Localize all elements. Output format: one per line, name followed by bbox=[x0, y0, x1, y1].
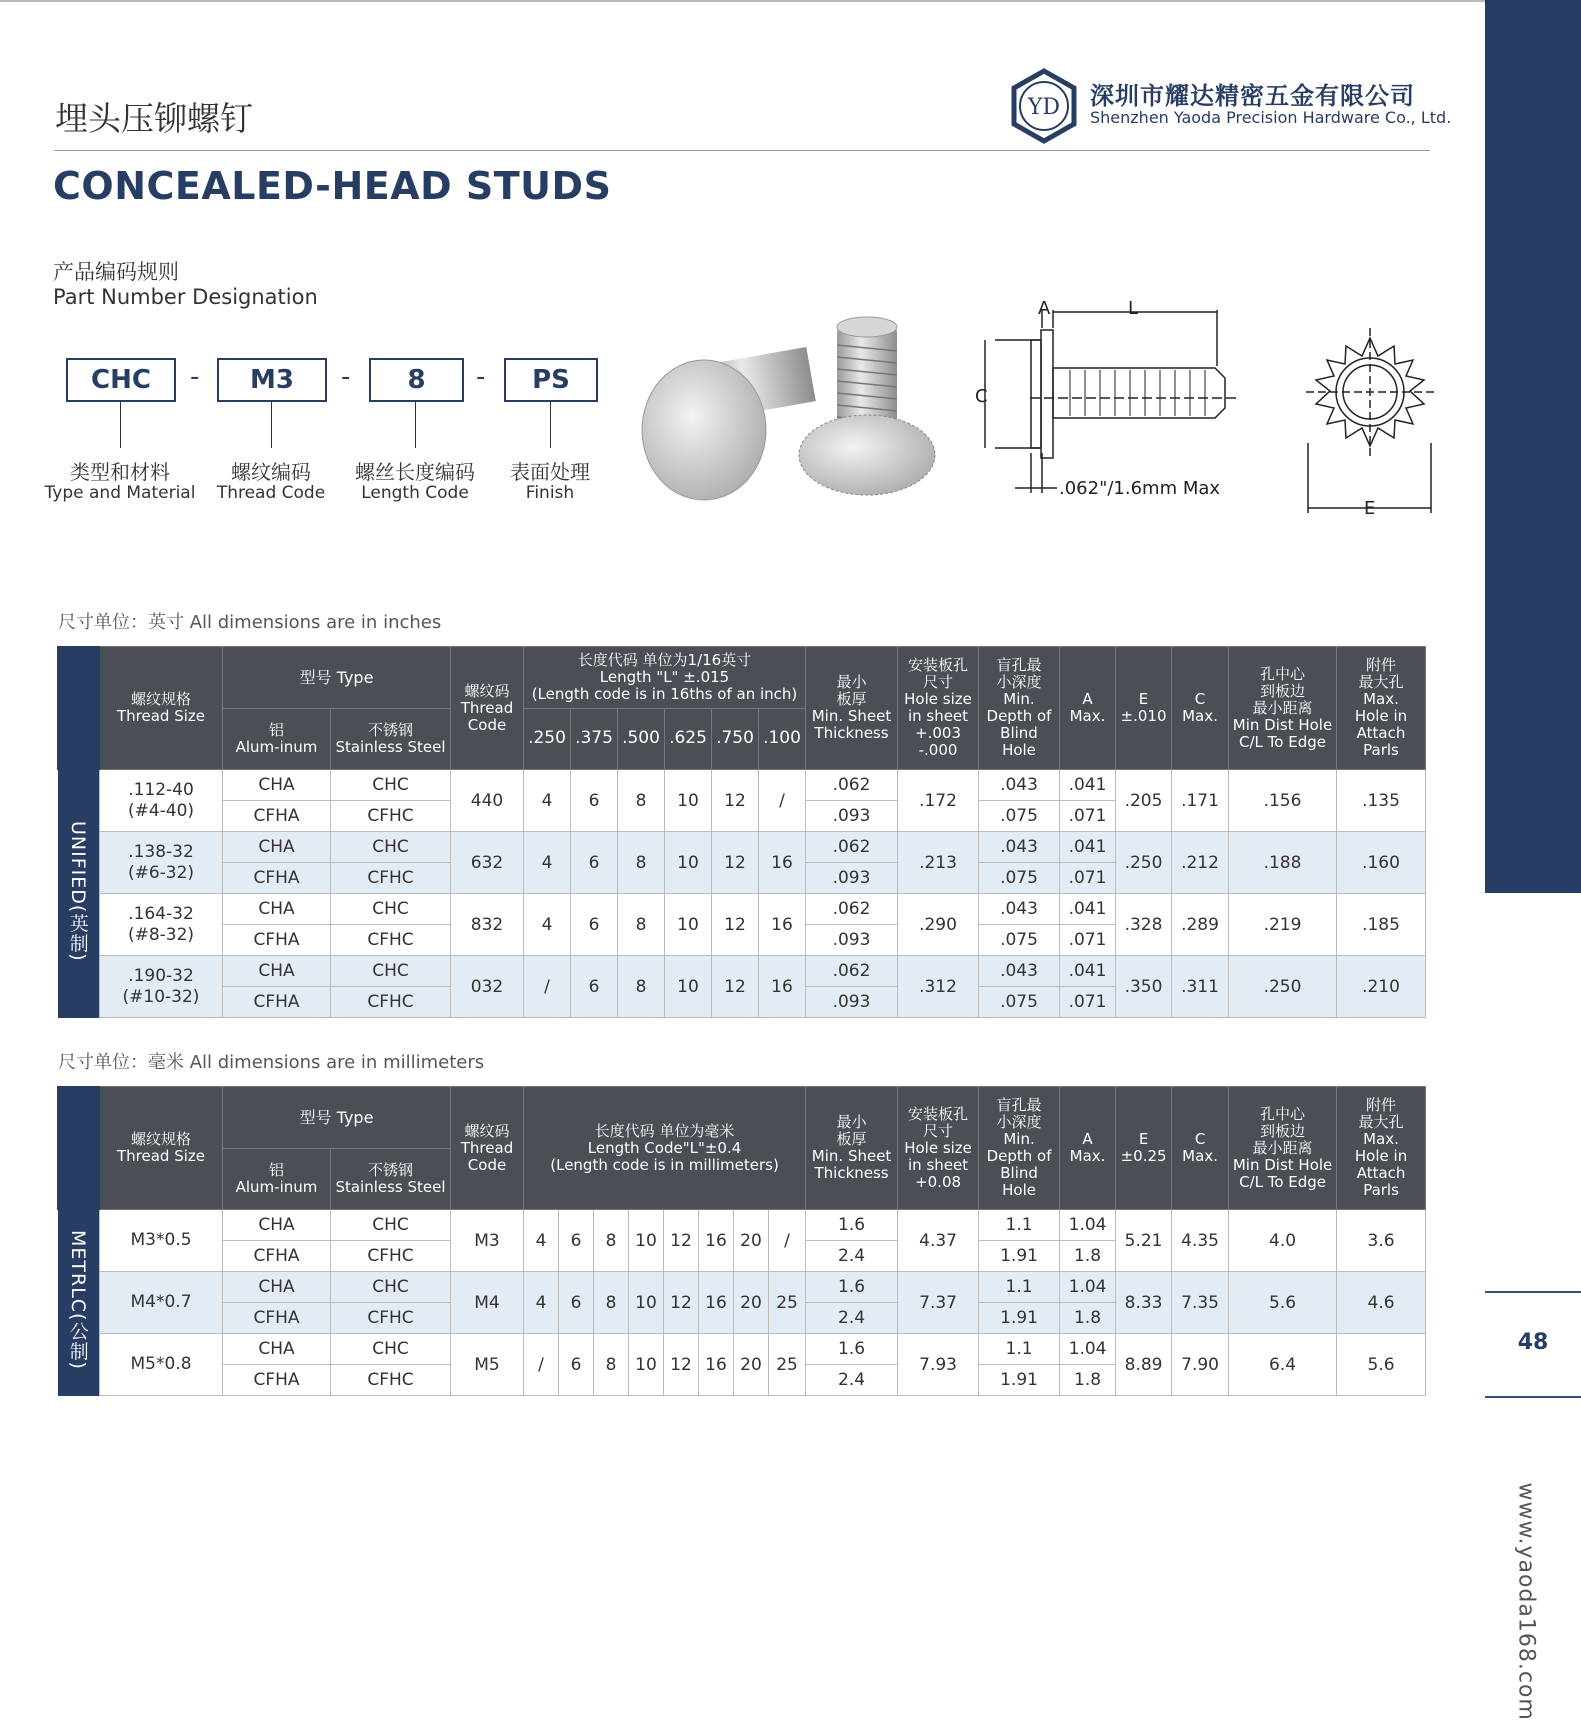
cell-min-sheet: .062 bbox=[806, 894, 898, 925]
cell-stainless: CFHC bbox=[331, 863, 451, 894]
header-min-dist: 孔中心 到板边 最小距离 Min Dist Hole C/L To Edge bbox=[1229, 1087, 1337, 1210]
header-min-dist: 孔中心 到板边 最小距离 Min Dist Hole C/L To Edge bbox=[1229, 647, 1337, 770]
sidebar-divider bbox=[1485, 1291, 1581, 1293]
cell-length: 6 bbox=[559, 1272, 594, 1334]
cell-alum: CFHA bbox=[223, 801, 331, 832]
cell-hole-size: .172 bbox=[898, 770, 979, 832]
cell-min-dist: .250 bbox=[1229, 956, 1337, 1018]
dim-c-label: C bbox=[975, 386, 988, 407]
header-thread-code: 螺纹码 Thread Code bbox=[451, 1087, 524, 1210]
header-length-code: 长度代码 单位为毫米 Length Code"L"±0.4 (Length code is in millimeters) bbox=[524, 1087, 806, 1210]
cell-alum: CFHA bbox=[223, 925, 331, 956]
cell-thread-code: 440 bbox=[451, 770, 524, 832]
cell-length: 25 bbox=[769, 1334, 806, 1396]
cell-a-max: .041 bbox=[1060, 894, 1116, 925]
cell-min-sheet: 1.6 bbox=[806, 1272, 898, 1303]
dim-l-label: L bbox=[1128, 298, 1139, 319]
cell-stainless: CFHC bbox=[331, 1241, 451, 1272]
cell-stainless: CFHC bbox=[331, 1365, 451, 1396]
cell-thread-size: .164-32 (#8-32) bbox=[100, 894, 223, 956]
cell-min-sheet: 1.6 bbox=[806, 1210, 898, 1241]
code-caption-cn: 螺纹编码 bbox=[231, 460, 311, 484]
cell-e: .250 bbox=[1116, 832, 1172, 894]
cell-min-sheet: 2.4 bbox=[806, 1365, 898, 1396]
cell-alum: CFHA bbox=[223, 1365, 331, 1396]
company-name-en: Shenzhen Yaoda Precision Hardware Co., Ltd. bbox=[1090, 108, 1452, 127]
cell-a-max: .071 bbox=[1060, 801, 1116, 832]
table-row bbox=[58, 832, 1426, 863]
cell-stainless: CHC bbox=[331, 1272, 451, 1303]
header-length-value: .625 bbox=[665, 708, 712, 770]
cell-blind-depth: 1.91 bbox=[979, 1303, 1060, 1334]
unit-label-inches: 尺寸单位：英寸 All dimensions are in inches bbox=[58, 612, 442, 633]
code-separator: - bbox=[341, 362, 351, 392]
cell-length: 10 bbox=[665, 832, 712, 894]
cell-alum: CFHA bbox=[223, 987, 331, 1018]
code-leader-line bbox=[120, 402, 121, 448]
header-length-value: .250 bbox=[524, 708, 571, 770]
header-divider bbox=[54, 150, 1430, 151]
cell-attach-hole: .160 bbox=[1337, 832, 1426, 894]
cell-stainless: CFHC bbox=[331, 925, 451, 956]
cell-min-sheet: .062 bbox=[806, 956, 898, 987]
cell-hole-size: 7.93 bbox=[898, 1334, 979, 1396]
cell-alum: CHA bbox=[223, 1334, 331, 1365]
unit-label-millimeters: 尺寸单位：毫米 All dimensions are in millimeters bbox=[58, 1052, 485, 1073]
cell-length: 16 bbox=[759, 894, 806, 956]
table-row bbox=[58, 956, 1426, 987]
cell-thread-size: .138-32 (#6-32) bbox=[100, 832, 223, 894]
sidebar-divider bbox=[1485, 1396, 1581, 1398]
cell-alum: CFHA bbox=[223, 1303, 331, 1334]
dim-a-label: A bbox=[1038, 298, 1051, 319]
cell-length: 4 bbox=[524, 894, 571, 956]
table-side-label-cell bbox=[58, 1210, 100, 1396]
cell-blind-depth: 1.91 bbox=[979, 1241, 1060, 1272]
page-title-cn: 埋头压铆螺钉 bbox=[55, 99, 253, 138]
cell-a-max: 1.8 bbox=[1060, 1241, 1116, 1272]
header-blind-depth: 盲孔最 小深度 Min. Depth of Blind Hole bbox=[979, 647, 1060, 770]
cell-length: 12 bbox=[712, 770, 759, 832]
cell-length: 16 bbox=[699, 1210, 734, 1272]
header-min-sheet: 最小 板厚 Min. Sheet Thickness bbox=[806, 647, 898, 770]
code-caption-cn: 螺丝长度编码 bbox=[355, 460, 475, 484]
cell-min-sheet: .093 bbox=[806, 925, 898, 956]
cell-e: .328 bbox=[1116, 894, 1172, 956]
cell-thread-size: .190-32 (#10-32) bbox=[100, 956, 223, 1018]
website-url[interactable]: www.yaoda168.com bbox=[1513, 1482, 1539, 1721]
cell-hole-size: 7.37 bbox=[898, 1272, 979, 1334]
header-min-sheet: 最小 板厚 Min. Sheet Thickness bbox=[806, 1087, 898, 1210]
cell-min-sheet: .093 bbox=[806, 801, 898, 832]
cell-length: 8 bbox=[594, 1334, 629, 1396]
cell-alum: CHA bbox=[223, 956, 331, 987]
table-row bbox=[58, 1210, 1426, 1241]
code-caption-en: Finish bbox=[525, 483, 575, 503]
cell-c-max: .289 bbox=[1172, 894, 1229, 956]
header-c-max: C Max. bbox=[1172, 1087, 1229, 1210]
cell-length: 10 bbox=[629, 1334, 664, 1396]
table-side-label-cell bbox=[58, 770, 100, 1018]
cell-stainless: CFHC bbox=[331, 801, 451, 832]
cell-min-dist: 6.4 bbox=[1229, 1334, 1337, 1396]
cell-alum: CFHA bbox=[223, 1241, 331, 1272]
company-name-cn: 深圳市耀达精密五金有限公司 bbox=[1090, 82, 1415, 110]
cell-blind-depth: .043 bbox=[979, 956, 1060, 987]
cell-length: 8 bbox=[618, 832, 665, 894]
table-side-label: METRLC(公制) bbox=[66, 1230, 89, 1371]
cell-stainless: CHC bbox=[331, 956, 451, 987]
cell-e: 8.33 bbox=[1116, 1272, 1172, 1334]
header-c-max: C Max. bbox=[1172, 647, 1229, 770]
page-number: 48 bbox=[1517, 1330, 1549, 1355]
cell-c-max: 7.90 bbox=[1172, 1334, 1229, 1396]
header-length-value: .500 bbox=[618, 708, 665, 770]
cell-length: 6 bbox=[571, 770, 618, 832]
cell-length: / bbox=[524, 956, 571, 1018]
cell-min-sheet: 1.6 bbox=[806, 1334, 898, 1365]
logo-text: YD bbox=[1027, 95, 1061, 120]
cell-length: / bbox=[524, 1334, 559, 1396]
cell-length: 6 bbox=[571, 832, 618, 894]
table-header-row bbox=[58, 647, 1426, 709]
cell-attach-hole: .185 bbox=[1337, 894, 1426, 956]
cell-length: / bbox=[759, 770, 806, 832]
header-length-value: .375 bbox=[571, 708, 618, 770]
cell-hole-size: .290 bbox=[898, 894, 979, 956]
cell-min-sheet: .062 bbox=[806, 770, 898, 801]
spec-table-metric bbox=[57, 1086, 1426, 1396]
code-box-length: 8 bbox=[369, 358, 464, 402]
cell-thread-code: M5 bbox=[451, 1334, 524, 1396]
cell-a-max: 1.04 bbox=[1060, 1210, 1116, 1241]
cell-length: 16 bbox=[759, 956, 806, 1018]
code-caption-en: Length Code bbox=[361, 483, 469, 503]
cell-alum: CHA bbox=[223, 1272, 331, 1303]
code-leader-line bbox=[550, 402, 551, 448]
cell-thread-size: M3*0.5 bbox=[100, 1210, 223, 1272]
cell-min-dist: .188 bbox=[1229, 832, 1337, 894]
code-caption-en: Type and Material bbox=[44, 483, 196, 503]
header-thread-size: 螺纹规格 Thread Size bbox=[100, 647, 223, 770]
cell-length: 4 bbox=[524, 832, 571, 894]
header-type: 型号 Type bbox=[223, 1087, 451, 1149]
header-hole-size: 安装板孔 尺寸 Hole size in sheet +0.08 bbox=[898, 1087, 979, 1210]
code-leader-line bbox=[271, 402, 272, 448]
table-row bbox=[58, 1334, 1426, 1365]
cell-alum: CHA bbox=[223, 1210, 331, 1241]
cell-e: 8.89 bbox=[1116, 1334, 1172, 1396]
cell-length: 12 bbox=[712, 956, 759, 1018]
cell-length: 8 bbox=[594, 1210, 629, 1272]
cell-length: 4 bbox=[524, 1272, 559, 1334]
header-a-max: A Max. bbox=[1060, 1087, 1116, 1210]
header-a-max: A Max. bbox=[1060, 647, 1116, 770]
cell-a-max: .041 bbox=[1060, 956, 1116, 987]
code-caption-cn: 类型和材料 bbox=[70, 460, 170, 484]
cell-a-max: .071 bbox=[1060, 863, 1116, 894]
cell-e: .205 bbox=[1116, 770, 1172, 832]
cell-hole-size: .312 bbox=[898, 956, 979, 1018]
code-leader-line bbox=[415, 402, 416, 448]
company-logo-icon bbox=[1006, 68, 1082, 144]
cell-length: 4 bbox=[524, 770, 571, 832]
cell-stainless: CHC bbox=[331, 832, 451, 863]
page-title-en: CONCEALED-HEAD STUDS bbox=[53, 164, 612, 208]
cell-length: 20 bbox=[734, 1272, 769, 1334]
cell-alum: CHA bbox=[223, 770, 331, 801]
cell-e: .350 bbox=[1116, 956, 1172, 1018]
table-row bbox=[58, 1272, 1426, 1303]
code-box-thread: M3 bbox=[217, 358, 327, 402]
code-box-type: CHC bbox=[66, 358, 176, 402]
dim-e-label: E bbox=[1364, 498, 1376, 518]
cell-length: 6 bbox=[571, 894, 618, 956]
cell-blind-depth: .043 bbox=[979, 770, 1060, 801]
header-e: E ±.010 bbox=[1116, 647, 1172, 770]
cell-thread-size: M5*0.8 bbox=[100, 1334, 223, 1396]
cell-blind-depth: 1.1 bbox=[979, 1210, 1060, 1241]
cell-blind-depth: .075 bbox=[979, 987, 1060, 1018]
header-length-code: 长度代码 单位为1/16英寸 Length "L" ±.015 (Length code is in 16ths of an inch) bbox=[524, 647, 806, 709]
header-attach-hole: 附件 最大孔 Max. Hole in Attach Parls bbox=[1337, 647, 1426, 770]
cell-a-max: 1.04 bbox=[1060, 1272, 1116, 1303]
cell-attach-hole: 3.6 bbox=[1337, 1210, 1426, 1272]
table-side-label: UNIFIED(英制) bbox=[66, 820, 89, 962]
table-row bbox=[58, 770, 1426, 801]
cell-a-max: 1.8 bbox=[1060, 1365, 1116, 1396]
cell-stainless: CHC bbox=[331, 1210, 451, 1241]
cell-c-max: .311 bbox=[1172, 956, 1229, 1018]
cell-min-dist: .156 bbox=[1229, 770, 1337, 832]
header-alum: 铝 Alum-inum bbox=[223, 708, 331, 770]
cell-stainless: CHC bbox=[331, 770, 451, 801]
cell-min-sheet: .062 bbox=[806, 832, 898, 863]
header-type: 型号 Type bbox=[223, 647, 451, 709]
cell-length: 6 bbox=[571, 956, 618, 1018]
cell-thread-code: 632 bbox=[451, 832, 524, 894]
cell-c-max: 4.35 bbox=[1172, 1210, 1229, 1272]
thickness-label: .062"/1.6mm Max bbox=[1059, 478, 1221, 498]
cell-length: 10 bbox=[665, 956, 712, 1018]
part-number-title-en: Part Number Designation bbox=[53, 285, 318, 309]
cell-blind-depth: .075 bbox=[979, 863, 1060, 894]
cell-stainless: CFHC bbox=[331, 987, 451, 1018]
cell-a-max: .041 bbox=[1060, 832, 1116, 863]
cell-length: 16 bbox=[699, 1272, 734, 1334]
table-row bbox=[58, 894, 1426, 925]
cell-a-max: 1.04 bbox=[1060, 1334, 1116, 1365]
cell-length: / bbox=[769, 1210, 806, 1272]
header-alum: 铝 Alum-inum bbox=[223, 1148, 331, 1210]
code-caption-en: Thread Code bbox=[216, 483, 326, 503]
cell-length: 12 bbox=[664, 1210, 699, 1272]
header-hole-size: 安装板孔 尺寸 Hole size in sheet +.003 -.000 bbox=[898, 647, 979, 770]
cell-blind-depth: .043 bbox=[979, 894, 1060, 925]
cell-a-max: .071 bbox=[1060, 987, 1116, 1018]
cell-blind-depth: .075 bbox=[979, 801, 1060, 832]
table-side-header bbox=[58, 1087, 100, 1210]
cell-blind-depth: 1.1 bbox=[979, 1334, 1060, 1365]
cell-hole-size: .213 bbox=[898, 832, 979, 894]
cell-c-max: 7.35 bbox=[1172, 1272, 1229, 1334]
cell-length: 4 bbox=[524, 1210, 559, 1272]
cell-length: 8 bbox=[618, 770, 665, 832]
cell-stainless: CHC bbox=[331, 894, 451, 925]
code-box-finish: PS bbox=[504, 358, 598, 402]
cell-attach-hole: .210 bbox=[1337, 956, 1426, 1018]
side-view-drawing bbox=[975, 298, 1275, 498]
cell-alum: CFHA bbox=[223, 863, 331, 894]
cell-length: 16 bbox=[759, 832, 806, 894]
cell-length: 10 bbox=[665, 894, 712, 956]
product-photo bbox=[632, 305, 942, 505]
table-side-header bbox=[58, 647, 100, 770]
part-number-title-cn: 产品编码规则 bbox=[53, 260, 179, 284]
cell-min-sheet: 2.4 bbox=[806, 1303, 898, 1334]
code-caption-cn: 表面处理 bbox=[510, 460, 590, 484]
cell-length: 6 bbox=[559, 1210, 594, 1272]
cell-hole-size: 4.37 bbox=[898, 1210, 979, 1272]
cell-attach-hole: 4.6 bbox=[1337, 1272, 1426, 1334]
cell-blind-depth: 1.91 bbox=[979, 1365, 1060, 1396]
end-view-drawing bbox=[1300, 318, 1440, 518]
header-thread-code: 螺纹码 Thread Code bbox=[451, 647, 524, 770]
header-length-value: .100 bbox=[759, 708, 806, 770]
cell-min-dist: 4.0 bbox=[1229, 1210, 1337, 1272]
cell-thread-size: M4*0.7 bbox=[100, 1272, 223, 1334]
cell-length: 12 bbox=[664, 1334, 699, 1396]
cell-thread-code: M4 bbox=[451, 1272, 524, 1334]
cell-length: 12 bbox=[712, 832, 759, 894]
cell-length: 12 bbox=[664, 1272, 699, 1334]
spec-table-unified bbox=[57, 646, 1426, 1018]
cell-min-sheet: .093 bbox=[806, 987, 898, 1018]
cell-e: 5.21 bbox=[1116, 1210, 1172, 1272]
cell-stainless: CHC bbox=[331, 1334, 451, 1365]
header-blind-depth: 盲孔最 小深度 Min. Depth of Blind Hole bbox=[979, 1087, 1060, 1210]
cell-stainless: CFHC bbox=[331, 1303, 451, 1334]
cell-min-sheet: 2.4 bbox=[806, 1241, 898, 1272]
cell-length: 16 bbox=[699, 1334, 734, 1396]
header-stainless: 不锈钢 Stainless Steel bbox=[331, 708, 451, 770]
cell-thread-code: M3 bbox=[451, 1210, 524, 1272]
cell-length: 20 bbox=[734, 1210, 769, 1272]
header-stainless: 不锈钢 Stainless Steel bbox=[331, 1148, 451, 1210]
cell-alum: CHA bbox=[223, 832, 331, 863]
cell-length: 12 bbox=[712, 894, 759, 956]
cell-thread-size: .112-40 (#4-40) bbox=[100, 770, 223, 832]
cell-min-dist: 5.6 bbox=[1229, 1272, 1337, 1334]
cell-length: 8 bbox=[618, 894, 665, 956]
sidebar-color-bar bbox=[1485, 0, 1581, 893]
cell-a-max: .041 bbox=[1060, 770, 1116, 801]
cell-c-max: .212 bbox=[1172, 832, 1229, 894]
cell-length: 10 bbox=[629, 1272, 664, 1334]
table-header-row bbox=[58, 1087, 1426, 1149]
cell-length: 10 bbox=[665, 770, 712, 832]
cell-length: 10 bbox=[629, 1210, 664, 1272]
cell-a-max: .071 bbox=[1060, 925, 1116, 956]
header-length-value: .750 bbox=[712, 708, 759, 770]
cell-alum: CHA bbox=[223, 894, 331, 925]
cell-length: 25 bbox=[769, 1272, 806, 1334]
cell-min-dist: .219 bbox=[1229, 894, 1337, 956]
cell-length: 6 bbox=[559, 1334, 594, 1396]
cell-length: 8 bbox=[594, 1272, 629, 1334]
header-attach-hole: 附件 最大孔 Max. Hole in Attach Parls bbox=[1337, 1087, 1426, 1210]
cell-a-max: 1.8 bbox=[1060, 1303, 1116, 1334]
cell-c-max: .171 bbox=[1172, 770, 1229, 832]
cell-blind-depth: .075 bbox=[979, 925, 1060, 956]
header-e: E ±0.25 bbox=[1116, 1087, 1172, 1210]
header-thread-size: 螺纹规格 Thread Size bbox=[100, 1087, 223, 1210]
cell-blind-depth: .043 bbox=[979, 832, 1060, 863]
cell-attach-hole: .135 bbox=[1337, 770, 1426, 832]
cell-attach-hole: 5.6 bbox=[1337, 1334, 1426, 1396]
cell-blind-depth: 1.1 bbox=[979, 1272, 1060, 1303]
cell-length: 20 bbox=[734, 1334, 769, 1396]
code-separator: - bbox=[190, 362, 200, 392]
cell-length: 8 bbox=[618, 956, 665, 1018]
cell-thread-code: 832 bbox=[451, 894, 524, 956]
cell-thread-code: 032 bbox=[451, 956, 524, 1018]
cell-min-sheet: .093 bbox=[806, 863, 898, 894]
top-border bbox=[0, 0, 1581, 2]
code-separator: - bbox=[476, 362, 486, 392]
